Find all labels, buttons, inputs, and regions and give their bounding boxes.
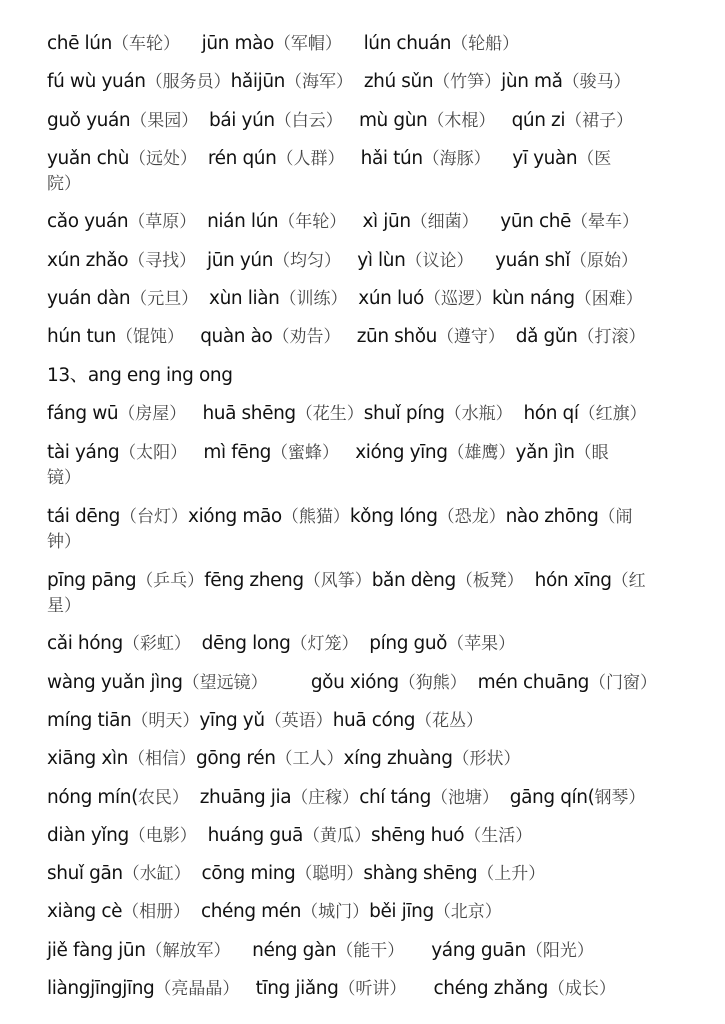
pinyin: zūn shǒu [356,326,437,347]
vocab-item [350,506,506,527]
chinese-word: （台灯） [120,507,189,527]
chinese-word: （水瓶） [444,404,524,424]
pinyin: huā shēng [202,403,296,424]
pinyin: míng tiān [47,710,132,731]
pinyin: zhú sǔn [363,71,434,92]
pinyin: yáng guān [431,940,526,961]
chinese-word: 农民） [137,788,200,808]
chinese-word: （生活） [464,826,533,846]
chinese-word: （工人） [275,749,344,769]
pinyin: tái dēng [47,506,121,527]
pinyin: yūn chē [500,211,572,232]
chinese-word: （竹笋） [433,72,502,92]
chinese-word: （相册） [122,902,201,922]
chinese-word: （解放军） [145,941,253,961]
pinyin: xióng māo [188,506,282,527]
vocab-item [47,506,188,527]
vocab-line [47,976,616,1002]
pinyin: gāng qín( [509,787,595,808]
vocab-item [47,570,204,591]
vocab-line [47,146,611,172]
pinyin: píng guǒ [369,633,448,654]
pinyin: xún luó [358,288,424,309]
vocab-line [47,568,646,594]
vocab-item [47,467,81,488]
chinese-word: （医 [577,149,612,169]
chinese-word: （远处） [129,149,208,169]
vocab-item [47,442,203,463]
chinese-word: （能干） [336,941,432,961]
vocab-item [208,148,361,169]
chinese-word: （海军） [285,72,364,92]
pinyin: kǒng lóng [349,506,438,527]
vocab-item [47,71,231,92]
chinese-word: （巡逻） [423,289,492,309]
chinese-word: （细菌） [410,212,501,232]
vocab-item [372,570,535,591]
vocab-item [204,570,372,591]
vocab-item [344,748,521,769]
vocab-line [47,861,545,887]
vocab-item [47,326,200,347]
chinese-word: （乒乓） [136,571,205,591]
vocab-line [47,631,515,657]
vocab-line [47,938,594,964]
pinyin: pīng pāng [47,570,137,591]
vocab-item [208,825,371,846]
pinyin: nián lún [207,211,279,232]
chinese-word: （上升） [477,864,546,884]
chinese-word: （黄瓜） [302,826,371,846]
pinyin: nào zhōng [505,506,599,527]
pinyin: tīng jiǎng [255,978,339,999]
chinese-word: （聪明） [295,864,364,884]
vocab-item [433,978,615,999]
vocab-line [47,171,81,197]
vocab-line [47,401,647,427]
pinyin: zhuāng jia [199,787,292,808]
pinyin: qún zi [511,110,566,131]
chinese-word: （服务员） [145,72,231,92]
chinese-word: （池塘） [430,788,510,808]
vocab-item [359,110,512,131]
pinyin: néng gàn [252,940,337,961]
pinyin: nóng mín( [47,787,138,808]
chinese-word: （军帽） [273,34,364,54]
pinyin: yǎn jìn [515,442,575,463]
pinyin: chéng zhǎng [433,978,548,999]
pinyin: xùn liàn [209,288,280,309]
vocab-item [47,787,200,808]
chinese-word: （狗熊） [398,673,478,693]
chinese-word: 钟） [47,532,81,552]
vocab-item [203,442,355,463]
pinyin: yì lùn [357,250,406,271]
pinyin: jiě fàng jūn [47,940,146,961]
pinyin: lún chuán [363,33,452,54]
vocab-item [364,71,501,92]
chinese-word: （阳光） [525,941,594,961]
chinese-word: 星） [47,596,81,616]
vocab-item [47,365,233,386]
pinyin: 13、ang eng ing ong [47,365,233,386]
pinyin: quàn ào [200,326,273,347]
pinyin: gǒu xióng [310,672,399,693]
vocab-line [47,899,502,925]
pinyin: diàn yǐng [47,825,129,846]
vocab-item [358,288,492,309]
vocab-item [209,288,358,309]
pinyin: dēng long [201,633,291,654]
chinese-word: （红旗） [578,404,647,424]
vocab-item [202,633,370,654]
pinyin: shuǐ gān [47,863,123,884]
vocab-line [47,529,81,555]
chinese-word: （困难） [574,289,643,309]
vocab-item [364,33,520,54]
chinese-word: （议论） [405,251,496,271]
chinese-word: （人群） [276,149,361,169]
vocab-item [47,250,207,271]
pinyin: chí táng [359,787,431,808]
vocab-item [364,403,524,424]
vocab-item [47,672,311,693]
pinyin: xiàng cè [47,901,123,922]
chinese-word: （花生） [295,404,364,424]
vocab-item [209,110,359,131]
vocab-item [47,211,207,232]
pinyin: wàng yuǎn jìng [47,672,183,693]
pinyin: fú wù yuán [47,71,146,92]
vocab-item [47,33,202,54]
chinese-word: （打滚） [577,327,646,347]
vocab-item [362,211,500,232]
vocab-item [47,173,81,194]
vocab-line [47,465,81,491]
chinese-word: （骏马） [562,72,631,92]
vocab-item [523,403,646,424]
chinese-word: （眼 [574,443,609,463]
vocab-item [201,901,369,922]
chinese-word: （太阳） [119,443,204,463]
pinyin: liàngjīngjīng [47,978,155,999]
pinyin: mén chuāng [477,672,590,693]
vocab-line [47,31,519,57]
vocab-item [252,940,431,961]
chinese-word: （闹 [598,507,633,527]
vocab-line [47,823,532,849]
vocab-item [492,288,643,309]
vocab-item [512,148,611,169]
chinese-word: （庄稼） [291,788,360,808]
pinyin: bǎn dèng [371,570,456,591]
vocab-line [47,708,483,734]
chinese-word: （彩虹） [122,634,202,654]
chinese-word: （劝告） [272,327,357,347]
chinese-word: （北京） [433,902,502,922]
vocab-item [512,110,634,131]
vocab-item [363,863,545,884]
pinyin: tài yáng [47,442,120,463]
chinese-word: （相信） [128,749,196,769]
pinyin: yuán shǐ [495,250,570,271]
vocab-item [256,978,434,999]
vocab-item [196,748,344,769]
vocab-line [47,209,639,235]
pinyin: hǎijūn [230,71,285,92]
pinyin: fēng zheng [204,570,304,591]
vocab-item [47,595,81,616]
chinese-word: 院） [47,174,81,194]
vocab-item [231,71,364,92]
vocab-item [47,110,209,131]
vocab-line [47,670,657,696]
vocab-item [202,33,364,54]
vocab-item [47,901,201,922]
chinese-word: （草原） [128,212,208,232]
vocab-item [500,211,639,232]
vocab-item [357,326,516,347]
pinyin: rén qún [207,148,277,169]
pinyin: hón xīng [534,570,612,591]
chinese-word: （训练） [279,289,359,309]
vocab-item [199,710,332,731]
vocab-item [202,403,363,424]
pinyin: běi jīng [369,901,434,922]
chinese-word: （原始） [570,251,638,271]
vocab-item [47,148,208,169]
vocab-line [47,785,645,811]
vocab-item [535,570,646,591]
pinyin: xún zhǎo [47,250,129,271]
pinyin: bái yún [209,110,275,131]
vocab-item [47,940,252,961]
vocab-line [47,593,81,619]
chinese-word: 镜） [47,468,81,488]
chinese-word: （晕车） [571,212,640,232]
chinese-word: （裙子） [565,111,634,131]
vocab-item [359,787,510,808]
chinese-word: （恐龙） [437,507,506,527]
vocab-item [495,250,638,271]
chinese-word: （车轮） [111,34,202,54]
pinyin: mì fēng [203,442,271,463]
chinese-word: （白云） [274,111,359,131]
chinese-word: （果园） [130,111,210,131]
vocab-item [47,748,196,769]
pinyin: kùn náng [491,288,575,309]
chinese-word: （门窗） [589,673,658,693]
chinese-word: （望远镜） [182,673,311,693]
vocab-item [207,250,357,271]
pinyin: xióng yīng [355,442,448,463]
pinyin: jūn yún [206,250,274,271]
chinese-word: （风筝） [303,571,372,591]
chinese-word: （板凳） [455,571,535,591]
pinyin: chéng mén [200,901,302,922]
pinyin: xì jūn [362,211,411,232]
chinese-word: （房屋） [118,404,203,424]
vocab-item [47,531,81,552]
pinyin: xíng zhuàng [343,748,453,769]
chinese-word: （元旦） [130,289,210,309]
vocab-line [47,324,646,350]
chinese-word: （苹果） [447,634,516,654]
vocab-item [47,825,208,846]
vocab-item [506,506,633,527]
chinese-word: （均匀） [273,251,358,271]
vocab-item [47,978,256,999]
vocab-item [202,863,364,884]
pinyin: yīng yǔ [199,710,265,731]
chinese-word: 钢琴） [594,788,646,808]
vocab-line [47,286,643,312]
vocab-line [47,69,631,95]
chinese-word: （熊猫） [281,507,350,527]
pinyin: guǒ yuán [47,110,131,131]
vocab-line [47,746,521,772]
pinyin: huā cóng [332,710,416,731]
vocab-item [361,148,513,169]
vocab-item [516,442,609,463]
vocab-item [311,672,478,693]
pinyin: jūn mào [201,33,274,54]
vocab-item [478,672,657,693]
vocab-item [355,442,515,463]
pinyin: yī yuàn [512,148,578,169]
chinese-word: （年轮） [278,212,363,232]
vocab-item [369,901,502,922]
vocab-item [47,288,209,309]
pinyin: cǎo yuán [47,211,129,232]
pinyin: dǎ gǔn [515,326,578,347]
pinyin: mù gùn [358,110,428,131]
chinese-word: （英语） [264,711,333,731]
vocab-item [47,403,202,424]
vocab-line [47,440,609,466]
chinese-word: （形状） [452,749,521,769]
vocab-item [510,787,646,808]
vocab-item [188,506,350,527]
vocab-item [333,710,483,731]
chinese-word: （城门） [301,902,370,922]
pinyin: gōng rén [196,748,276,769]
pinyin: yuán dàn [47,288,131,309]
vocab-item [431,940,594,961]
vocab-item [516,326,646,347]
pinyin: hún tun [47,326,116,347]
vocab-line [47,248,638,274]
chinese-word: （电影） [128,826,208,846]
vocab-item [47,710,199,731]
chinese-word: （馄饨） [115,327,201,347]
pinyin: cōng ming [201,863,296,884]
vocab-item [200,326,357,347]
vocab-item [207,211,362,232]
pinyin: hón qí [523,403,579,424]
chinese-word: （雄鹰） [447,443,516,463]
pinyin: huáng guā [207,825,303,846]
pinyin: shàng shēng [363,863,478,884]
vocab-item [371,825,532,846]
vocab-line [47,108,633,134]
pinyin: xiāng xìn [47,748,128,769]
vocab-item [47,633,202,654]
chinese-word: （成长） [547,979,616,999]
pinyin: jùn mǎ [501,71,563,92]
chinese-word: （亮晶晶） [154,979,256,999]
pinyin: yuǎn chù [47,148,130,169]
chinese-word: （明天） [131,711,200,731]
vocab-line [47,504,632,530]
vocab-item [200,787,359,808]
vocab-item [47,863,202,884]
chinese-word: （海豚） [422,149,513,169]
chinese-word: （花丛） [415,711,484,731]
chinese-word: （遵守） [436,327,516,347]
pinyin: shuǐ píng [363,403,445,424]
pinyin: cǎi hóng [47,633,123,654]
vocab-item [501,71,630,92]
chinese-word: （寻找） [128,251,207,271]
pinyin: hǎi tún [360,148,423,169]
vocab-item [357,250,495,271]
vocab-item [369,633,515,654]
chinese-word: （水缸） [122,864,202,884]
pinyin: chē lún [47,33,112,54]
chinese-word: （红 [611,571,646,591]
pinyin: shēng huó [370,825,465,846]
chinese-word: （蜜蜂） [271,443,356,463]
section-heading [47,363,233,389]
chinese-word: （木棍） [427,111,512,131]
pinyin: fáng wū [47,403,119,424]
chinese-word: （轮船） [451,34,520,54]
chinese-word: （灯笼） [290,634,370,654]
chinese-word: （听讲） [338,979,434,999]
